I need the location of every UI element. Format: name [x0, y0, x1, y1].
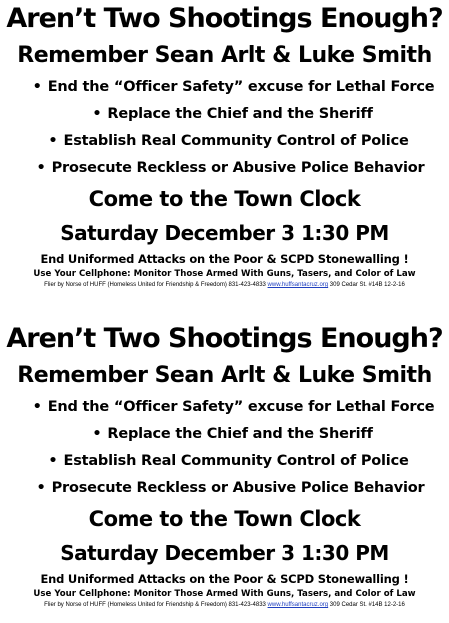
flyer-remember-line: Remember Sean Arlt & Luke Smith	[17, 43, 432, 68]
flyer-top	[0, 0, 449, 290]
flyer-bottom	[0, 320, 449, 610]
slogan-line: End Uniformed Attacks on the Poor & SCPD Stonewalling !	[40, 252, 409, 266]
credit-suffix: 309 Cedar St. #14B 12-2-16	[328, 282, 405, 288]
event-place: Come to the Town Clock	[88, 507, 361, 531]
demand-text: End the “Officer Safety” excuse for Lethal Force	[47, 399, 435, 415]
bullet-icon: •	[32, 79, 42, 95]
demand-text: Establish Real Community Control of Police	[63, 453, 409, 469]
demand-item	[0, 448, 449, 475]
demand-item	[0, 74, 449, 101]
cellphone-line: Use Your Cellphone: Monitor Those Armed With Guns, Tasers, and Color of Law	[33, 589, 416, 599]
bullet-icon: •	[92, 426, 102, 442]
demand-text: Prosecute Reckless or Abusive Police Behavior	[51, 480, 425, 496]
bullet-icon: •	[32, 399, 42, 415]
bullet-icon: •	[36, 480, 46, 496]
cellphone-line: Use Your Cellphone: Monitor Those Armed With Guns, Tasers, and Color of Law	[33, 269, 416, 279]
flyer-credit	[0, 601, 449, 610]
event-date: Saturday December 3 1:30 PM	[60, 221, 389, 245]
demand-item	[0, 421, 449, 448]
bullet-icon: •	[92, 106, 102, 122]
flyer-headline: Aren’t Two Shootings Enough?	[6, 323, 443, 354]
event-date: Saturday December 3 1:30 PM	[60, 541, 389, 565]
credit-prefix: Flier by Norse of HUFF (Homeless United for Friendship & Freedom) 831-423-4833	[44, 282, 268, 288]
bullet-icon: •	[48, 453, 58, 469]
demand-text: Establish Real Community Control of Police	[63, 133, 409, 149]
credit-prefix: Flier by Norse of HUFF (Homeless United for Friendship & Freedom) 831-423-4833	[44, 602, 268, 608]
demand-text: Replace the Chief and the Sheriff	[107, 426, 373, 442]
demands-list	[0, 394, 449, 502]
event-place: Come to the Town Clock	[88, 187, 361, 211]
demand-text: End the “Officer Safety” excuse for Lethal Force	[47, 79, 435, 95]
slogan-line: End Uniformed Attacks on the Poor & SCPD Stonewalling !	[40, 572, 409, 586]
demands-list	[0, 74, 449, 182]
demand-item	[0, 155, 449, 182]
credit-suffix: 309 Cedar St. #14B 12-2-16	[328, 602, 405, 608]
demand-text: Replace the Chief and the Sheriff	[107, 106, 373, 122]
bullet-icon: •	[48, 133, 58, 149]
demand-item	[0, 394, 449, 421]
demand-item	[0, 101, 449, 128]
bullet-icon: •	[36, 160, 46, 176]
demand-text: Prosecute Reckless or Abusive Police Behavior	[51, 160, 425, 176]
demand-item	[0, 475, 449, 502]
flyer-remember-line: Remember Sean Arlt & Luke Smith	[17, 363, 432, 388]
website-link[interactable]: www.huffsantacruz.org	[267, 602, 329, 608]
demand-item	[0, 128, 449, 155]
flyer-credit	[0, 281, 449, 290]
website-link[interactable]: www.huffsantacruz.org	[267, 282, 329, 288]
flyer-headline: Aren’t Two Shootings Enough?	[6, 3, 443, 34]
